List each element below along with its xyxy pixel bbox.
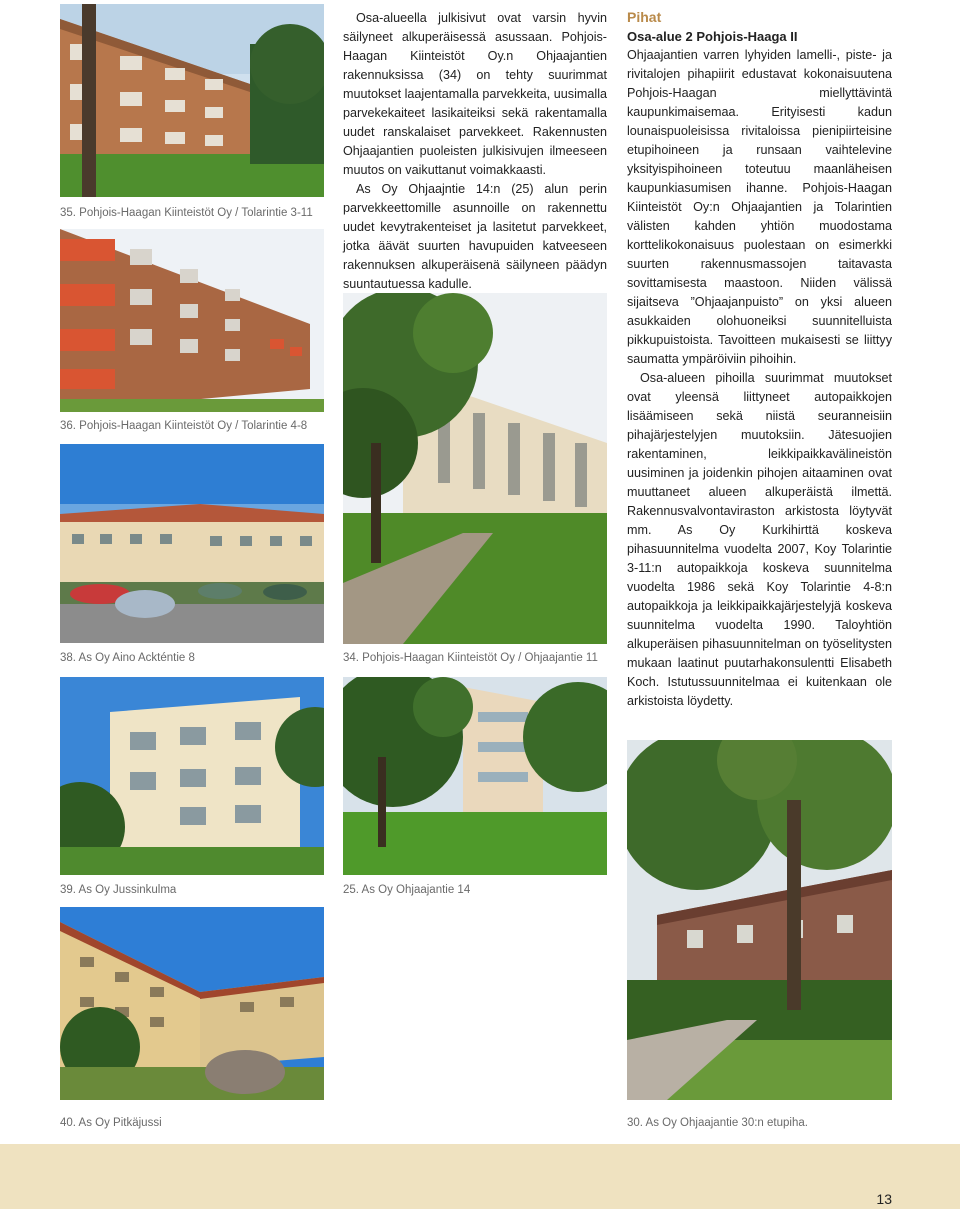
- photo-aino-acktentie-8: [60, 444, 324, 643]
- caption-36: 36. Pohjois-Haagan Kiinteistöt Oy / Tolarintie 4-8: [60, 420, 308, 432]
- caption-35: 35. Pohjois-Haagan Kiinteistöt Oy / Tolarintie 3-11: [60, 207, 313, 219]
- caption-34: 34. Pohjois-Haagan Kiinteistöt Oy / Ohjaajantie 11: [343, 652, 598, 664]
- photo-ohjaajantie-11: [343, 293, 607, 644]
- caption-38: 38. As Oy Aino Ackténtie 8: [60, 652, 195, 664]
- middle-text-column: [343, 9, 607, 294]
- section-heading: Pihat: [627, 9, 662, 25]
- section-subheading: Osa-alue 2 Pohjois-Haaga II: [627, 29, 798, 44]
- right-paragraph-1: Ohjaajantien varren lyhyiden lamelli-, piste- ja rivitalojen pihapiirit edustavat kokonaisuutena Pohjois-Haagan miellyttävintä kaupunkimaisemaa. Erityisesti kadun lounaispuoleisissa rivitaloissa pienipiirteisine etupihoineen ja runsaan vaihtelevine yksityispihoineen toteutuu maanläheisen kaupunkiasumisen ihanne. Pohjois-Haagan Kiinteistöt Oy:n Ohjaajantien ja Tolarintien välisten kahden yhtiön muodostama korttelikokonaisuus puolestaan on esimerkki suurten rakennusmassojen taitavasta sovittamisesta maastoon. Niiden välissä sijaitseva ”Ohjaajanpuisto” on yksi alueen asukkaiden olohuoneiksi suunnitelluista pikkupuistoista. Tavoitteen mukaisesti se liittyy saumatta ympäröiviin pihoihin.: [627, 48, 892, 366]
- page-number: 13: [876, 1191, 892, 1207]
- caption-30: 30. As Oy Ohjaajantie 30:n etupiha.: [627, 1117, 808, 1129]
- photo-tolarintie-3-11: [60, 4, 324, 197]
- photo-jussinkulma: [60, 677, 324, 875]
- photo-ohjaajantie-30-etupiha: [627, 740, 892, 1100]
- middle-paragraph-2: As Oy Ohjaajntie 14:n (25) alun perin parvekkeettomille asunnoille on rakennettu uudet kevytrakenteiset ja lasitetut parvekkeet, jotka äävät suurten havupuiden katveeseen rakennuksen alkuperäisenä säilyneen päädyn suuntautuessa kadulle.: [343, 182, 607, 291]
- photo-tolarintie-4-8: [60, 229, 324, 412]
- photo-ohjaajantie-14: [343, 677, 607, 875]
- right-text-column: [627, 46, 892, 711]
- caption-40: 40. As Oy Pitkäjussi: [60, 1117, 162, 1129]
- footer-band: [0, 1144, 960, 1209]
- photo-pitkajussi: [60, 907, 324, 1100]
- right-paragraph-2: Osa-alueen pihoilla suurimmat muutokset ovat yleensä liittyneet autopaikkojen lisäämiseen sekä niistä seuranneisiin pihajärjestelyjen muutoksiin. Jätesuojien rakentaminen, leikkipaikkavälineistön uusiminen ja joidenkin pihojen aitaaminen ovat muuttaneet alueen alkuperäistä ilmettä. Rakennusvalvontaviraston arkistosta löytyvät mm. As Oy Kurkihirttä koskeva pihasuunnitelma vuodelta 2007, Koy Tolarintie 3-11:n autopaikkoja koskeva suunnitelma vuodelta 1986 sekä Koy Tolarintie 4-8:n autopaikkoja ja leikkipaikkajärjestelyjä koskeva suunnitelma vuodelta 1990. Taloyhtiön alkuperäisen pihasuunnitelman on työselitysten mukaan laatinut puutarhakonsulentti Elisabeth Koch. Istutussuunnitelmaa ei kuitenkaan ole arkistoista löydetty.: [627, 371, 892, 708]
- caption-39: 39. As Oy Jussinkulma: [60, 884, 177, 896]
- middle-paragraph-1: Osa-alueella julkisivut ovat varsin hyvin säilyneet alkuperäisessä asussaan. Pohjois-Haagan Kiinteistöt Oy.n Ohjaajantien rakennuksissa (34) on tehty suurimmat muutokset laajentamalla parvekkeita, uusimalla parvekekaiteet lasikaiteiksi sekä rakentamalla uudet ranskalaiset parvekkeet. Rakennusten Ohjaajantien puoleisten julkisivujen ilmeeseen muutos on vaikuttanut voimakkaasti.: [343, 11, 607, 177]
- caption-25: 25. As Oy Ohjaajantie 14: [343, 884, 471, 896]
